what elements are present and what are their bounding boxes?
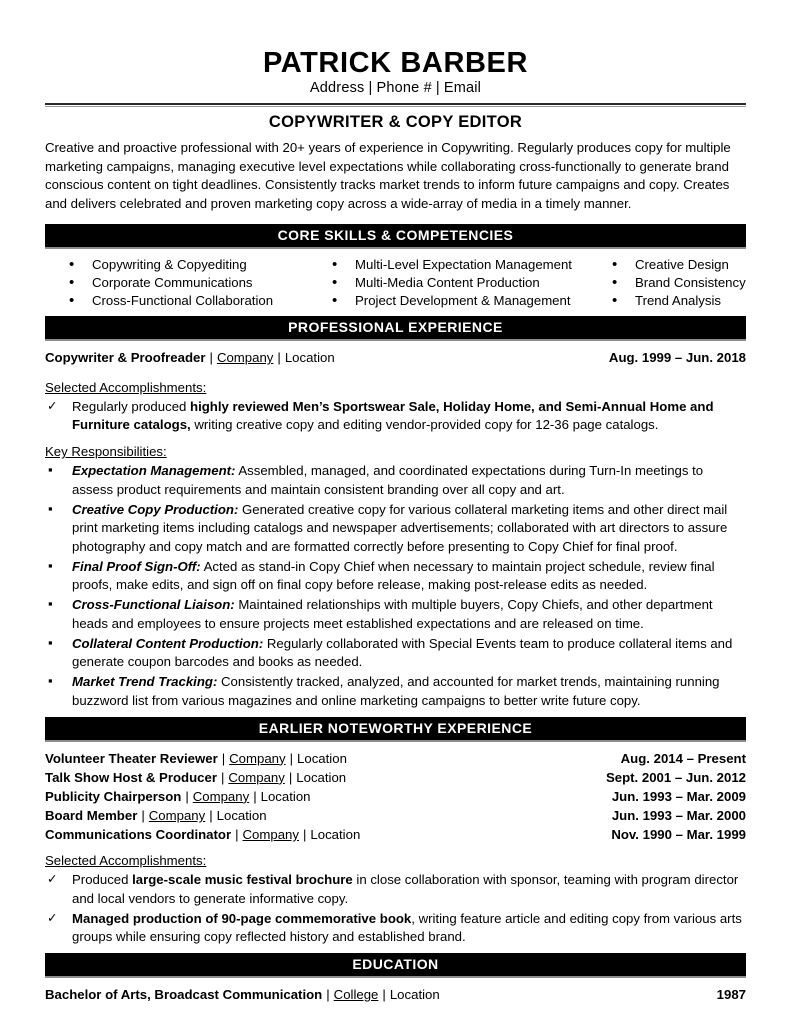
- skills-column-1: [45, 256, 314, 311]
- earlier-accomplishment-item: [45, 871, 746, 908]
- section-header-skills: CORE SKILLS & COMPETENCIES: [45, 224, 746, 249]
- skill-item: • Trend Analysis: [612, 292, 746, 310]
- contact-separator-2: |: [435, 80, 440, 97]
- earlier-role: Board Member: [45, 808, 138, 823]
- skill-item: • Creative Design: [612, 256, 746, 274]
- entry-separator: |: [209, 808, 213, 823]
- entry-separator: |: [302, 827, 307, 843]
- contact-email: Email: [443, 80, 482, 97]
- entry-separator: |: [289, 750, 294, 766]
- earlier-role: Publicity Chairperson: [45, 788, 182, 804]
- responsibilities-label: Key Responsibilities:: [45, 444, 167, 460]
- responsibility-lead: Market Trend Tracking:: [72, 674, 218, 690]
- section-header-earlier-experience: EARLIER NOTEWORTHY EXPERIENCE: [45, 717, 746, 742]
- earlier-company[interactable]: Company: [192, 788, 250, 804]
- responsibility-item: [45, 596, 746, 633]
- entry-separator: |: [221, 750, 226, 766]
- earlier-location: Location: [216, 808, 267, 823]
- earlier-company[interactable]: Company: [148, 808, 206, 823]
- skill-item: • Multi-Level Expectation Management: [332, 256, 594, 274]
- skill-item: • Cross-Functional Collaboration: [69, 292, 314, 310]
- accomplishment-pre: Regularly produced: [72, 398, 191, 414]
- experience-location: Location: [284, 350, 335, 366]
- responsibility-text: Maintained relationships with multiple buyers, Copy Chiefs, and other department heads and employees to ensure projects meet established expectations and are released on time.: [72, 597, 713, 631]
- contact-separator-1: |: [368, 80, 373, 97]
- accomplishment-item: [45, 398, 746, 435]
- skill-item: • Multi-Media Content Production: [332, 274, 594, 292]
- responsibility-text: Acted as stand-in Copy Chief when necessary to maintain project schedule, review final proofs, make edits, and sign off on final copy before release, making post-release edits as needed.: [72, 558, 715, 593]
- earlier-company[interactable]: Company: [229, 750, 286, 766]
- skill-item: • Project Development & Management: [332, 292, 594, 310]
- earlier-entry-left: [45, 787, 311, 806]
- earlier-accomplishment-item: [45, 910, 746, 947]
- experience-role: Copywriter & Proofreader: [45, 350, 206, 366]
- earlier-date: Aug. 2014 – Present: [620, 750, 746, 766]
- skills-column-3: [594, 256, 746, 311]
- earlier-entry: [45, 787, 746, 806]
- responsibility-text: Consistently tracked, analyzed, and accounted for market trends, maintaining running buzzword list from various magazines and online marketing campaigns to better write future copy.: [72, 674, 720, 708]
- earlier-role: Communications Coordinator: [45, 827, 232, 843]
- professional-headline: COPYWRITER & COPY EDITOR: [268, 112, 523, 131]
- contact-line: [45, 80, 746, 97]
- earlier-date: Jun. 1993 – Mar. 2009: [611, 788, 746, 804]
- skill-item: • Copywriting & Copyediting: [69, 256, 314, 274]
- entry-separator: |: [277, 350, 281, 366]
- earlier-date: Sept. 2001 – Jun. 2012: [605, 769, 746, 785]
- entry-separator: |: [141, 808, 145, 823]
- earlier-company[interactable]: Company: [228, 769, 285, 785]
- earlier-entry-left: [45, 768, 346, 787]
- earlier-accomplishments-label: Selected Accomplishments:: [45, 853, 207, 869]
- entry-separator: |: [326, 987, 330, 1003]
- responsibility-item: [45, 462, 746, 499]
- skill-item: • Brand Consistency: [612, 274, 746, 292]
- entry-separator: |: [253, 788, 257, 804]
- earlier-accomplishment-post: in close collaboration with sponsor, teaming with program director and local vendors to generate informative copy.: [72, 872, 739, 907]
- earlier-entry: [45, 825, 746, 844]
- entry-separator: |: [185, 788, 189, 804]
- earlier-entry: [45, 768, 746, 787]
- responsibility-text: Generated creative copy for various collateral marketing items and other direct mail print marketing items including catalogs and newspaper advertisements; collaborated with art directors to assure photography and copy match and are formatted correctly before presenting to Copy Chief for final proof.: [72, 501, 728, 554]
- responsibility-text: Assembled, managed, and coordinated expectations during Turn-In meetings to assess product requirements and maintain consistent branding over all copy and art.: [72, 463, 704, 497]
- earlier-accomplishment-post: , writing feature article and editing copy from various arts groups while ensuring copy reflected history and established brand.: [72, 910, 742, 945]
- header-divider: [45, 103, 746, 107]
- entry-separator: |: [382, 987, 386, 1003]
- contact-address: Address: [309, 80, 365, 97]
- responsibilities-list: [45, 462, 746, 711]
- responsibility-lead: Expectation Management:: [72, 463, 236, 479]
- earlier-location: Location: [260, 788, 311, 804]
- earlier-role: Talk Show Host & Producer: [45, 769, 217, 785]
- accomplishment-bold: highly reviewed Men’s Sportswear Sale, Holiday Home, and Semi-Annual Home and Furniture catalogs,: [72, 398, 714, 433]
- section-header-experience: PROFESSIONAL EXPERIENCE: [45, 316, 746, 341]
- earlier-role: Volunteer Theater Reviewer: [45, 750, 218, 766]
- responsibility-lead: Creative Copy Production:: [72, 501, 239, 517]
- earlier-accomplishments-list: [45, 871, 746, 947]
- education-entry-left: [45, 985, 440, 1004]
- earlier-accomplishment-bold: large-scale music festival brochure: [132, 872, 353, 888]
- responsibility-item: [45, 673, 746, 710]
- education-location: Location: [389, 987, 440, 1003]
- education-entry: [45, 985, 746, 1004]
- experience-entry: [45, 348, 746, 367]
- responsibility-item: [45, 558, 746, 595]
- education-degree: Bachelor of Arts, Broadcast Communication: [45, 987, 323, 1003]
- experience-entry-left: [45, 348, 335, 367]
- earlier-accomplishment-bold: Managed production of 90-page commemorative book: [72, 910, 412, 926]
- section-header-education: EDUCATION: [45, 953, 746, 978]
- earlier-location: Location: [310, 827, 361, 843]
- responsibility-item: [45, 635, 746, 672]
- earlier-experience-list: [45, 749, 746, 845]
- entry-separator: |: [220, 769, 225, 785]
- skills-grid: [45, 256, 746, 311]
- earlier-date: Nov. 1990 – Mar. 1999: [611, 827, 746, 843]
- earlier-accomplishment-pre: Produced: [72, 872, 133, 888]
- professional-summary: Creative and proactive professional with 20+ years of experience in Copywriting. Regularly produces copy for multiple marketing campaigns, managing executive level expectations while collaborating cross-functionally to generate brand conscious content on tight deadlines. Consistently tracks market trends to inform future campaigns and copy. Creates and delivers celebrated and proven marketing copy across a wide-array of media in a timely manner.: [45, 139, 731, 212]
- candidate-name: PATRICK BARBER: [262, 47, 529, 79]
- responsibility-text: Regularly collaborated with Special Events team to produce collateral items and generate coupon barcodes and books as needed.: [72, 635, 733, 670]
- earlier-entry: [45, 806, 746, 825]
- earlier-entry-left: [45, 806, 267, 825]
- responsibility-lead: Cross-Functional Liaison:: [72, 597, 235, 613]
- earlier-entry-left: [45, 825, 360, 844]
- accomplishments-label: Selected Accomplishments:: [45, 379, 207, 395]
- entry-separator: |: [235, 827, 239, 843]
- education-school[interactable]: College: [333, 987, 379, 1003]
- education-year: 1987: [716, 987, 746, 1003]
- skills-column-2: [314, 256, 594, 311]
- entry-separator: |: [288, 769, 293, 785]
- experience-date: Aug. 1999 – Jun. 2018: [608, 350, 746, 366]
- contact-phone: Phone #: [376, 80, 432, 97]
- responsibility-lead: Final Proof Sign-Off:: [72, 558, 201, 574]
- experience-company[interactable]: Company: [216, 350, 274, 366]
- earlier-date: Jun. 1993 – Mar. 2000: [611, 808, 746, 823]
- earlier-entry: [45, 749, 746, 768]
- earlier-location: Location: [297, 750, 347, 766]
- earlier-location: Location: [296, 769, 347, 785]
- responsibility-item: [45, 501, 746, 557]
- accomplishment-post: writing creative copy and editing vendor-provided copy for 12-36 page catalogs.: [190, 417, 659, 433]
- accomplishments-list: [45, 398, 746, 435]
- responsibility-lead: Collateral Content Production:: [72, 635, 264, 651]
- earlier-company[interactable]: Company: [242, 827, 299, 843]
- earlier-entry-left: [45, 749, 347, 768]
- entry-separator: |: [209, 350, 213, 366]
- skill-item: • Corporate Communications: [69, 274, 314, 292]
